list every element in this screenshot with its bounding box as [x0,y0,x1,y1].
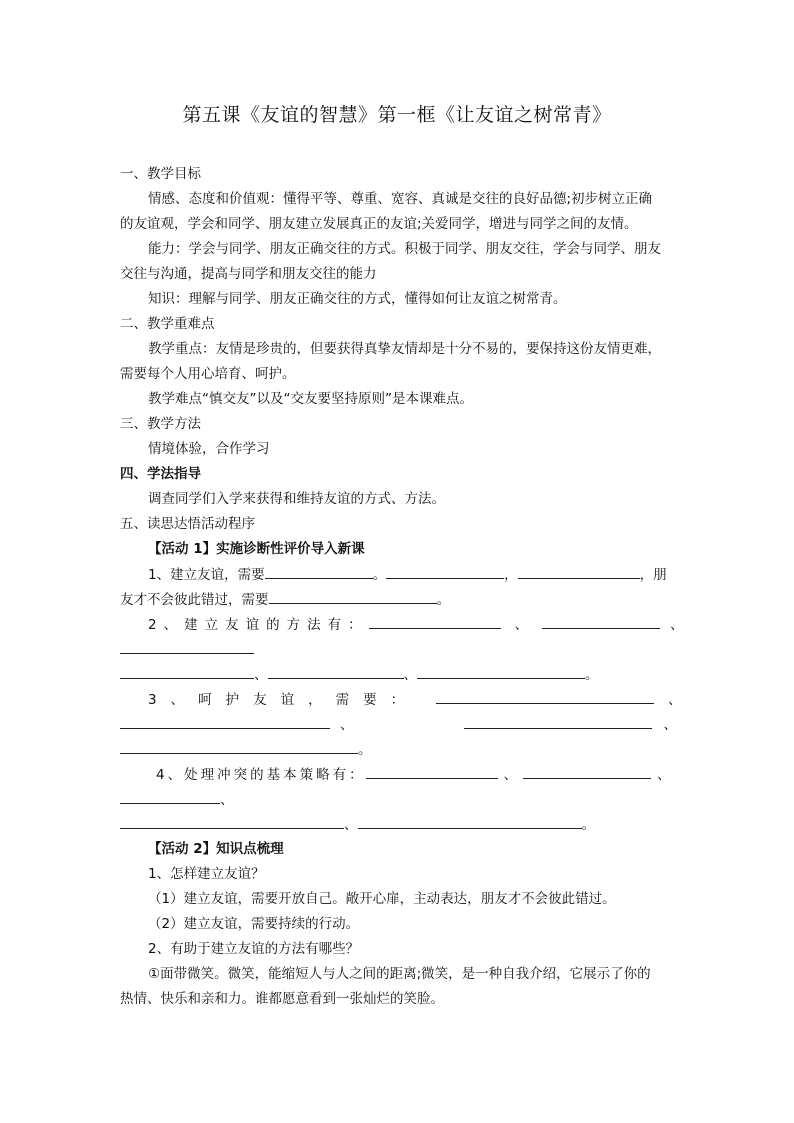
answer-blank[interactable] [120,665,254,679]
paragraph-line: 知识：理解与同学、朋友正确交往的方式，懂得如何让友谊之树常青。 [148,291,567,307]
punctuation: 。 [585,667,599,683]
question-line [120,640,254,659]
answer-blank[interactable] [120,790,220,804]
paragraph-line: 情境体验，合作学习 [148,441,270,457]
answer-blank[interactable] [369,615,501,629]
page-title: 第五课《友谊的智慧》第一框《让友谊之树常青》 [182,104,612,126]
question-line [120,815,595,834]
answer-blank[interactable] [268,665,404,679]
paragraph-line: 教学难点“慎交友”以及“交友要坚持原则”是本课难点。 [148,391,473,407]
answer-blank[interactable] [269,590,437,604]
section-heading: 一、教学目标 [120,166,201,182]
punctuation: 、 [344,817,358,833]
section-heading: 四、学法指导 [120,466,201,482]
paragraph-line: （1）建立友谊，需要开放自己。敞开心扉，主动表达，朋友才不会彼此错过。 [148,891,616,907]
punctuation: 、 [403,667,417,683]
answer-blank[interactable] [120,815,344,829]
question-line [120,790,234,809]
punctuation: 。 [436,592,450,608]
question-text: 3、呵护友谊，需要： [148,692,419,708]
answer-blank[interactable] [120,715,330,729]
punctuation: 。 [358,742,372,758]
answer-blank[interactable] [386,565,504,579]
punctuation: ， [504,567,518,583]
punctuation: 。 [581,817,595,833]
punctuation: 、 [254,667,268,683]
paragraph-line: 1、怎样建立友谊？ [148,866,265,882]
answer-blank[interactable] [464,715,652,729]
paragraph-line: 热情、快乐和亲和力。谁都愿意看到一张灿烂的笑脸。 [120,991,444,1007]
punctuation: 、 [668,692,682,708]
paragraph-line: 情感、态度和价值观：懂得平等、尊重、宽容、真诚是交往的良好品德;初步树立正确 [148,191,653,207]
question-text: ，朋 [639,567,667,583]
question-text: 友才不会彼此错过，需要 [120,592,269,608]
answer-blank[interactable] [417,665,585,679]
question-line [120,740,372,759]
paragraph-line: 需要每个人用心培育、呵护。 [120,366,296,382]
answer-blank[interactable] [518,565,640,579]
answer-blank[interactable] [436,690,654,704]
paragraph-line: 2、有助于建立友谊的方法有哪些？ [148,941,360,957]
section-heading: 三、教学方法 [120,416,201,432]
punctuation: 、 [220,792,234,808]
paragraph-line: ①面带微笑。微笑，能缩短人与人之间的距离;微笑，是一种自我介绍，它展示了你的 [148,966,651,982]
answer-blank[interactable] [523,765,651,779]
paragraph-line: 调查同学们入学来获得和维持友谊的方式、方法。 [148,491,445,507]
punctuation: 、 [514,617,529,633]
paragraph-line: （2）建立友谊，需要持续的行动。 [148,916,360,932]
question-line [148,690,682,709]
question-text: 1、建立友谊，需要 [148,567,265,583]
activity-heading: 【活动 2】知识点梳理 [148,841,284,857]
question-line [120,715,677,734]
answer-blank[interactable] [366,765,498,779]
question-text: 2、建立友谊的方法有： [148,617,369,633]
punctuation: 、 [657,767,671,783]
question-line [120,590,450,609]
answer-blank[interactable] [265,565,373,579]
paragraph-line: 教学重点：友情是珍贵的，但要获得真挚友情却是十分不易的，要保持这份友情更难， [148,341,661,357]
answer-blank[interactable] [358,815,582,829]
answer-blank[interactable] [542,615,660,629]
answer-blank[interactable] [120,740,358,754]
question-text: 4、处理冲突的基本策略有： [156,767,366,783]
paragraph-line: 交往与沟通，提高与同学和朋友交往的能力 [120,266,377,282]
question-line [148,565,667,584]
punctuation: 。 [372,567,387,583]
paragraph-line: 的友谊观，学会和同学、朋友建立发展真正的友谊;关爱同学，增进与同学之间的友情。 [120,216,638,232]
question-line [148,615,684,634]
paragraph-line: 能力：学会与同学、朋友正确交往的方式。积极于同学、朋友交往，学会与同学、朋友 [148,241,661,257]
punctuation: 、 [503,767,518,783]
punctuation: 、 [670,617,684,633]
section-heading: 二、教学重难点 [120,316,215,332]
punctuation: 、 [340,717,354,733]
question-line [156,765,671,784]
punctuation: 、 [663,717,677,733]
section-heading: 五、读思达悟活动程序 [120,516,255,532]
activity-heading: 【活动 1】实施诊断性评价导入新课 [148,541,365,557]
question-line [120,665,599,684]
answer-blank[interactable] [120,640,254,654]
